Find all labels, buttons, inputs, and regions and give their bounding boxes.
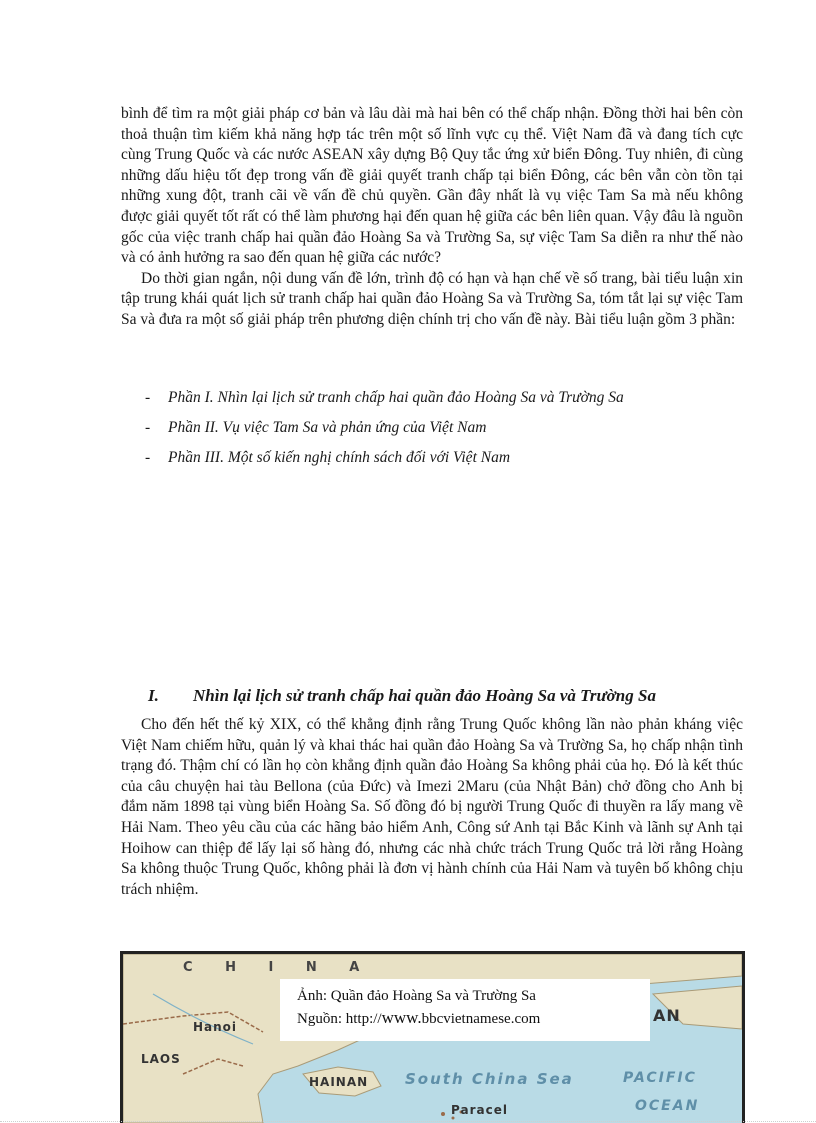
section-body <box>121 715 743 900</box>
caption-title: Ảnh: Quần đảo Hoàng Sa và Trường Sa <box>297 988 536 1004</box>
section-heading <box>148 686 656 706</box>
list-item: - Phần I. Nhìn lại lịch sử tranh chấp hai quần đảo Hoàng Sa và Trường Sa <box>145 388 745 418</box>
parts-list <box>145 388 745 478</box>
part-3-text: Phần III. Một số kiến nghị chính sách đối với Việt Nam <box>168 449 511 466</box>
map-label-ocean: OCEAN <box>635 1098 700 1114</box>
part-2-text: Phần II. Vụ việc Tam Sa và phản ứng của Việt Nam <box>168 419 487 436</box>
map-label-hanoi: Hanoi <box>193 1020 238 1034</box>
part-1-text: Phần I. Nhìn lại lịch sử tranh chấp hai quần đảo Hoàng Sa và Trường Sa <box>168 389 624 406</box>
list-item: - Phần II. Vụ việc Tam Sa và phản ứng của Việt Nam <box>145 418 745 448</box>
map-label-hainan: HAINAN <box>309 1075 369 1089</box>
page-bottom-divider <box>0 1121 816 1122</box>
intro-text <box>121 104 743 331</box>
map-label-south-china-sea: South China Sea <box>405 1070 574 1088</box>
map-label-paracel: Paracel <box>451 1103 508 1117</box>
map-label-japan-fragment: AN <box>653 1006 681 1025</box>
map-label-pacific: PACIFIC <box>623 1070 697 1086</box>
intro-paragraph-2: Do thời gian ngắn, nội dung vấn đề lớn, trình độ có hạn và hạn chế về số trang, bài tiểu luận xin tập trung khái quát lịch sử tranh chấp hai quần đảo Hoàng Sa và Trường Sa, tóm tắt lại sự việc Tam Sa và đưa ra một số giải pháp trên phương diện chính trị cho vấn đề này. Bài tiểu luận gồm 3 phần: <box>121 269 743 328</box>
map-label-laos: LAOS <box>141 1052 181 1066</box>
section-title: Nhìn lại lịch sử tranh chấp hai quần đảo Hoàng Sa và Trường Sa <box>193 686 656 705</box>
map-caption <box>280 979 650 1041</box>
section-paragraph: Cho đến hết thế kỷ XIX, có thể khẳng định rằng Trung Quốc không lần nào phản kháng việc Việt Nam chiếm hữu, quản lý và khai thác hai quần đảo Hoàng Sa và Trường Sa, họ chấp nhận tình trạng đó. Thậm chí có lần họ còn khẳng định quần đảo Hoàng Sa không phải của họ. Đó là kết thúc của câu chuyện hai tàu Bellona (của Đức) và Imezi 2Maru (của Nhật Bản) chở đồng cho Anh bị đắm năm 1898 tại vùng biển Hoàng Sa. Số đồng đó bị người Trung Quốc đi thuyền ra lấy mang về Hải Nam. Theo yêu cầu của các hãng bảo hiểm Anh, Công sứ Anh tại Bắc Kinh và lãnh sự Anh tại Hoihow can thiệp để lấy lại số hàng đó, nhưng các nhà chức trách Trung Quốc trả lời rằng Hoàng Sa không thuộc Trung Quốc, không phải là đơn vị hành chính của Hải Nam và tuyên bố không chịu trách nhiệm. <box>121 716 743 898</box>
list-item: - Phần III. Một số kiến nghị chính sách đối với Việt Nam <box>145 448 745 478</box>
map-figure <box>120 951 745 1123</box>
section-number: I. <box>148 686 159 705</box>
map-label-china: C H I N A <box>183 960 374 975</box>
caption-source: Nguồn: http://www.bbcvietnamese.com <box>297 1008 541 1027</box>
intro-paragraph-1: bình để tìm ra một giải pháp cơ bản và lâu dài mà hai bên có thể chấp nhận. Đồng thời hai bên còn thoả thuận tìm kiếm khả năng hợp tác trên một số lĩnh vực cụ thể. Việt Nam đã và đang tích cực cùng Trung Quốc và các nước ASEAN xây dựng Bộ Quy tắc ứng xử biển Đông. Tuy nhiên, đi cùng những dấu hiệu tốt đẹp trong vấn đề giải quyết tranh chấp tại biển Đông, các bên vẫn còn tồn tại những xung đột, tranh cãi về vấn đề chủ quyền. Gần đây nhất là vụ việc Tam Sa mà nếu không được giải quyết tốt rất có thể làm phương hại đến quan hệ giữa các bên liên quan. Vậy đâu là nguồn gốc của việc tranh chấp hai quần đảo Hoàng Sa và Trường Sa, sự việc Tam Sa diễn ra như thế nào và có ảnh hưởng ra sao đến quan hệ giữa các nước? <box>121 105 743 267</box>
